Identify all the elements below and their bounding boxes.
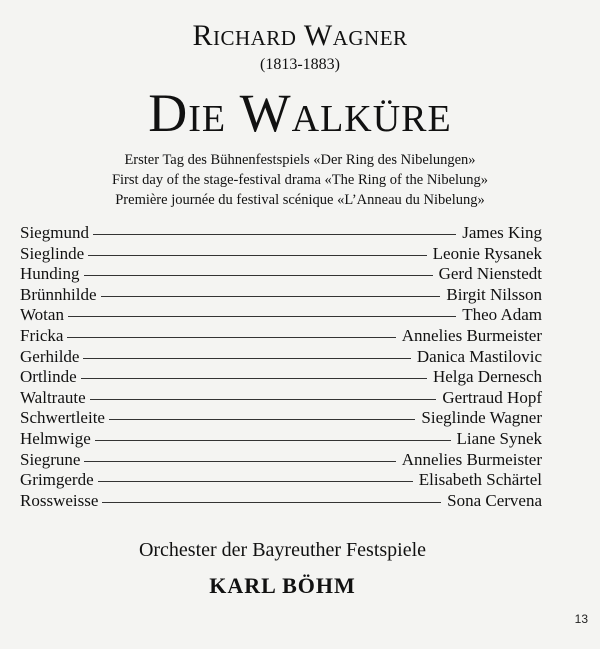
- cast-row: [20, 305, 542, 326]
- singer-name: Danica Mastilovic: [416, 346, 542, 366]
- role-name: Fricka: [20, 325, 64, 345]
- singer-name: Leonie Rysanek: [432, 243, 542, 263]
- role-name: Siegmund: [20, 223, 89, 242]
- singer-name: Sieglinde Wagner: [421, 408, 542, 428]
- role-name: Schwertleite: [20, 408, 105, 428]
- dotted-leader: [90, 399, 437, 400]
- cast-row: [20, 491, 542, 512]
- singer-name: Gertraud Hopf: [442, 387, 542, 407]
- singer-name: Helga Dernesch: [432, 367, 542, 387]
- dotted-leader: [81, 378, 427, 379]
- cast-row: [20, 450, 542, 471]
- role-name: Hunding: [20, 264, 80, 284]
- orchestra-name: Orchester der Bayreuther Festspiele: [138, 539, 427, 561]
- dotted-leader: [102, 502, 441, 503]
- singer-name: Theo Adam: [462, 305, 542, 325]
- cast-row: [20, 244, 542, 265]
- cast-row: [20, 429, 542, 450]
- conductor-name: KARL BÖHM: [209, 573, 356, 598]
- dotted-leader: [93, 234, 456, 235]
- subtitle-german: Erster Tag des Bühnenfestspiels «Der Ring des Nibelungen»: [124, 152, 476, 168]
- subtitle-french: Première journée du festival scénique «L’Anneau du Nibelung»: [115, 192, 485, 208]
- role-name: Helmwige: [20, 428, 91, 448]
- singer-name: Annelies Burmeister: [401, 325, 542, 345]
- cast-list: [20, 223, 542, 511]
- cast-row: [20, 347, 542, 368]
- subtitle-english: First day of the stage-festival drama «The Ring of the Nibelung»: [111, 172, 489, 188]
- role-name: Ortlinde: [20, 367, 77, 387]
- cast-row: [20, 408, 542, 429]
- dotted-leader: [101, 296, 441, 297]
- cast-row: [20, 326, 542, 347]
- cast-row: [20, 223, 542, 244]
- cast-row: [20, 367, 542, 388]
- cast-row: [20, 264, 542, 285]
- singer-name: Annelies Burmeister: [401, 449, 542, 469]
- singer-name: Gerd Nienstedt: [438, 264, 542, 284]
- dotted-leader: [98, 481, 413, 482]
- cast-row: [20, 470, 542, 491]
- cast-row: [20, 285, 542, 306]
- role-name: Brünnhilde: [20, 284, 97, 304]
- subtitle-block: [0, 150, 600, 210]
- role-name: Rossweisse: [20, 490, 99, 510]
- role-name: Grimgerde: [20, 470, 94, 490]
- singer-name: James King: [462, 223, 542, 242]
- dotted-leader: [95, 440, 451, 441]
- dotted-leader: [83, 358, 410, 359]
- role-name: Waltraute: [20, 387, 86, 407]
- composer-dates: (1813-1883): [260, 56, 340, 73]
- dotted-leader: [84, 275, 433, 276]
- role-name: Sieglinde: [20, 243, 85, 263]
- role-name: Wotan: [20, 305, 64, 325]
- page-number: 13: [574, 612, 588, 626]
- composer-name: Richard Wagner: [192, 19, 408, 52]
- dotted-leader: [68, 316, 456, 317]
- singer-name: Sona Cervena: [447, 490, 542, 510]
- dotted-leader: [67, 337, 395, 338]
- opera-title: Die Walküre: [148, 83, 452, 143]
- cast-row: [20, 388, 542, 409]
- singer-name: Birgit Nilsson: [446, 284, 542, 304]
- singer-name: Liane Synek: [456, 428, 542, 448]
- dotted-leader: [88, 255, 426, 256]
- role-name: Siegrune: [20, 449, 81, 469]
- dotted-leader: [109, 419, 415, 420]
- role-name: Gerhilde: [20, 346, 80, 366]
- dotted-leader: [84, 461, 395, 462]
- singer-name: Elisabeth Schärtel: [418, 470, 542, 490]
